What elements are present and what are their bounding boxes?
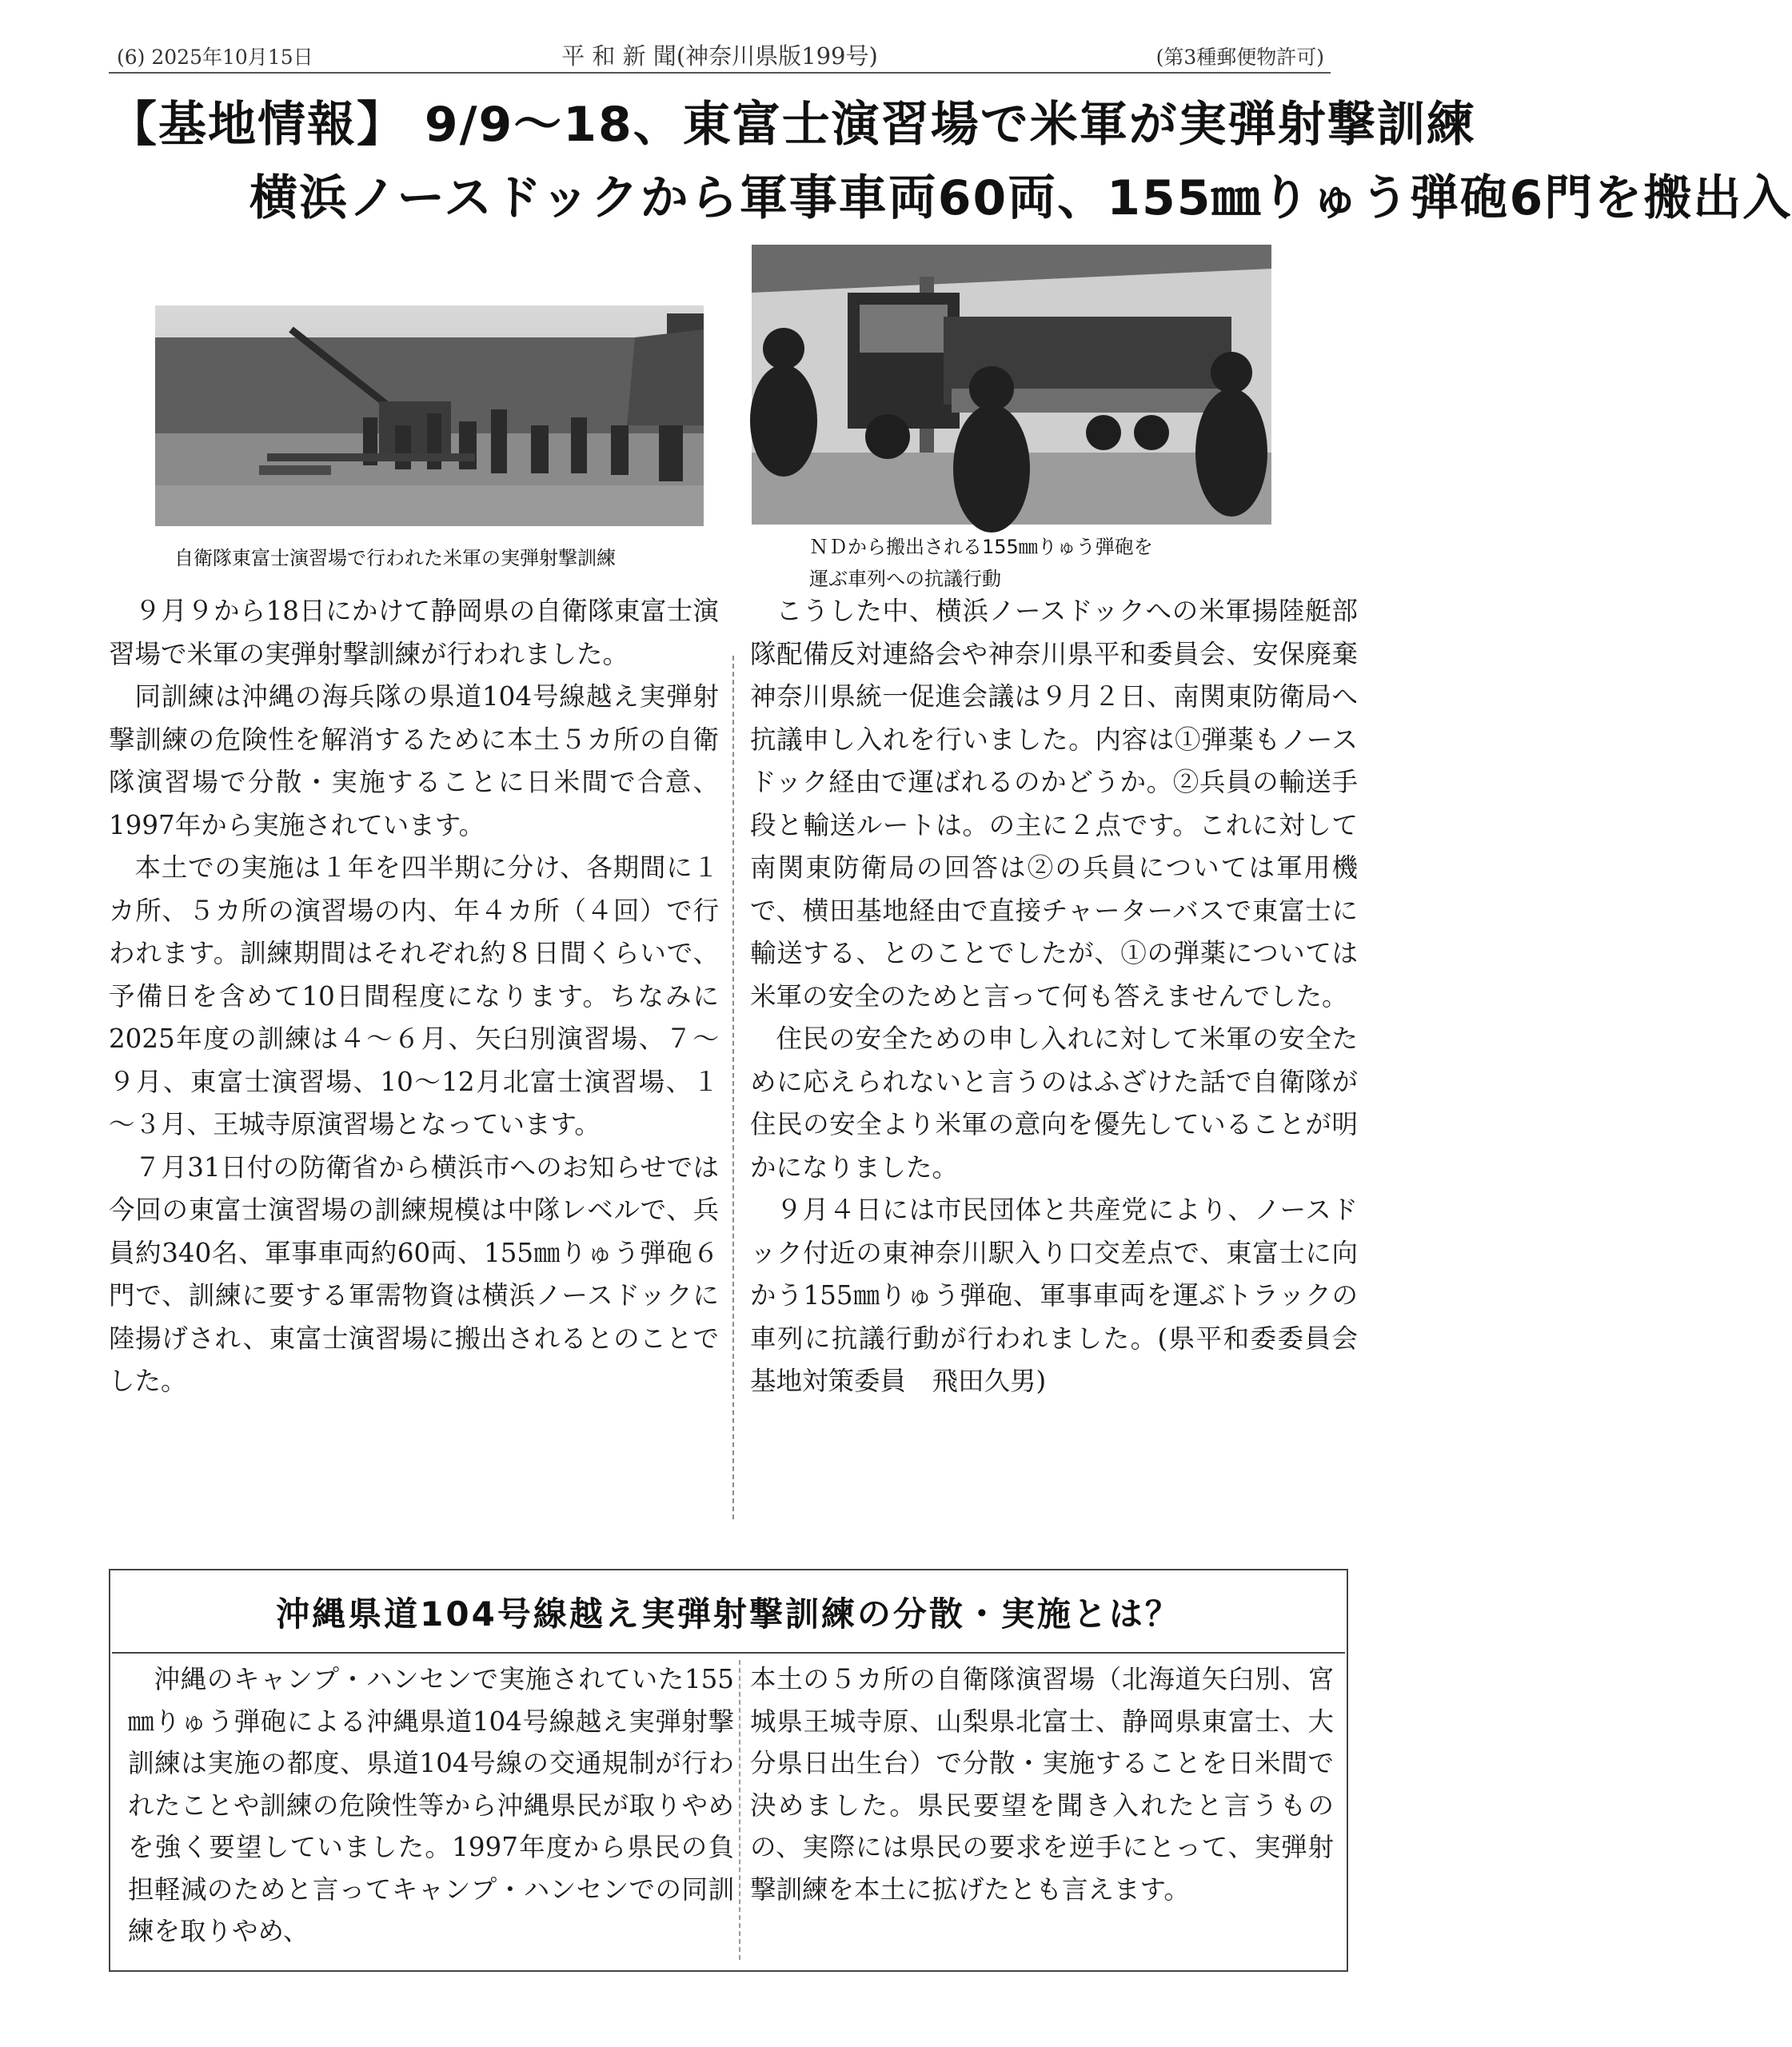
article-right-column: [750, 590, 1358, 1403]
article-paragraph: ７月31日付の防衛省から横浜市へのお知らせでは今回の東富士演習場の訓練規模は中隊レベルで、兵員約340名、軍事車両約60両、155㎜りゅう弾砲６門で、訓練に要する軍需物資は横浜ノースドックに陸揚げされ、東富士演習場に搬出されるとのことでした。: [109, 1151, 719, 1396]
article-paragraph: 本土での実施は１年を四半期に分け、各期間に１カ所、５カ所の演習場の内、年４カ所（４回）で行われます。訓練期間はそれぞれ約８日間くらいで、予備日を含めて10日間程度になります。ちなみに2025年度の訓練は４～６月、矢臼別演習場、７～９月、東富士演習場、10～12月北富士演習場、１～３月、王城寺原演習場となっています。: [109, 852, 719, 1139]
article-paragraph: 住民の安全ための申し入れに対して米軍の安全ために応えられないと言うのはふざけた話で自衛隊が住民の安全より米軍の意向を優先していることが明かになりました。: [750, 1024, 1358, 1183]
photo-2-caption-line-2: 運ぶ車列への抗議行動: [809, 568, 1001, 590]
photo-2-caption-line-1: ＮＤから搬出される155㎜りゅう弾砲を: [809, 536, 1153, 558]
explainer-title: 沖縄県道104号線越え実弾射撃訓練の分散・実施とは？: [276, 1594, 1181, 1634]
headline-line-1: 【基地情報】 9/9～18、東富士演習場で米軍が実弾射撃訓練: [109, 97, 1476, 153]
article-paragraph: ９月４日には市民団体と共産党により、ノースドック付近の東神奈川駅入り口交差点で、東富士に向かう155㎜りゅう弾砲、軍事車両を運ぶトラックの車列に抗議行動が行われました。(県平和委委員会基地対策委員 飛田久男): [750, 1195, 1358, 1396]
article-paragraph: 同訓練は沖縄の海兵隊の県道104号線越え実弾射撃訓練の危険性を解消するために本土５カ所の自衛隊演習場で分散・実施することに日米間で合意、1997年から実施されています。: [109, 681, 719, 840]
article-paragraph: こうした中、横浜ノースドックへの米軍揚陸艇部隊配備反対連絡会や神奈川県平和委員会、安保廃棄神奈川県統一促進会議は９月２日、南関東防衛局へ抗議申し入れを行いました。内容は①弾薬もノースドック経由で運ばれるのかどうか。②兵員の輸送手段と輸送ルートは。の主に２点です。これに対して南関東防衛局の回答は②の兵員については軍用機で、横田基地経由で直接チャーターバスで東富士に輸送する、とのことでしたが、①の弾薬については米軍の安全のためと言って何も答えませんでした。: [750, 596, 1358, 1012]
explainer-divider: [739, 1660, 740, 1960]
photo-convoy-protest: [752, 245, 1271, 525]
article-paragraph: ９月９から18日にかけて静岡県の自衛隊東富士演習場で米軍の実弾射撃訓練が行われました。: [109, 596, 719, 669]
newspaper-title: 平 和 新 聞(神奈川県版199号): [561, 42, 878, 70]
explainer-left-column: [128, 1658, 734, 1953]
issue-date: (6) 2025年10月15日: [117, 46, 313, 69]
photo-1-caption: 自衛隊東富士演習場で行われた米軍の実弾射撃訓練: [174, 547, 616, 569]
photo-artillery-training: [155, 305, 704, 526]
explainer-paragraph: 沖縄のキャンプ・ハンセンで実施されていた155㎜りゅう弾砲による沖縄県道104号線越え実弾射撃訓練は実施の都度、県道104号線の交通規制が行われたことや訓練の危険性等から沖縄県民が取りやめを強く要望していました。1997年度から県民の負担軽減のためと言ってキャンプ・ハンセンでの同訓練を取りやめ、: [128, 1664, 734, 1946]
photo-2-caption: [809, 531, 1153, 595]
masthead-bar: [109, 35, 1331, 74]
article-left-column: [109, 590, 719, 1403]
headline-line-2: 横浜ノースドックから軍事車両60両、155㎜りゅう弾砲6門を搬出入: [249, 170, 1792, 226]
explainer-paragraph: 本土の５カ所の自衛隊演習場（北海道矢臼別、宮城県王城寺原、山梨県北富士、静岡県東富士、大分県日出生台）で分散・実施することを日米間で決めました。県民要望を聞き入れたと言うものの、実際には県民の要求を逆手にとって、実弾射撃訓練を本土に拡げたとも言えます。: [750, 1664, 1334, 1905]
column-divider: [732, 656, 734, 1519]
explainer-right-column: [750, 1658, 1334, 1910]
explainer-title-rule: [112, 1652, 1345, 1654]
explainer-box: [109, 1569, 1348, 1972]
postal-permit: (第3種郵便物許可): [1155, 46, 1324, 69]
